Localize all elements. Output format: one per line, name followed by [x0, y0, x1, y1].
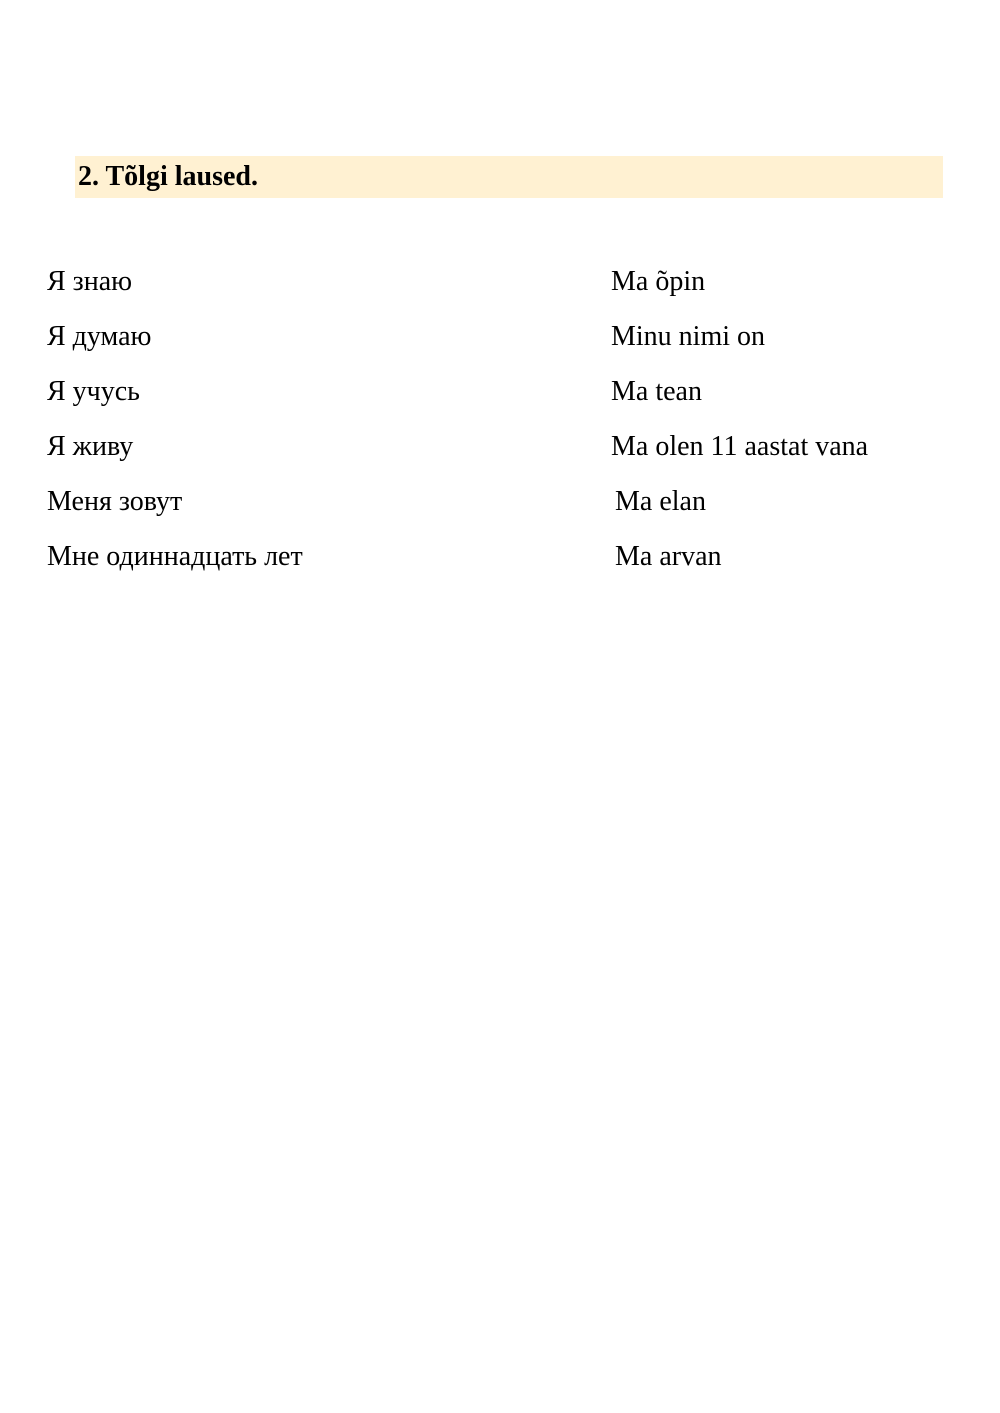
russian-phrase: Я знаю — [47, 266, 133, 297]
task-heading-highlight — [75, 156, 943, 198]
russian-phrase: Меня зовут — [47, 486, 183, 517]
estonian-phrase: Ma arvan — [615, 541, 722, 572]
russian-phrase-list — [47, 254, 303, 584]
estonian-phrase-list — [611, 254, 868, 584]
russian-phrase: Я думаю — [47, 321, 152, 352]
estonian-phrase: Ma olen 11 aastat vana — [611, 431, 869, 462]
russian-phrase: Мне одиннадцать лет — [47, 541, 303, 572]
russian-phrase: Я живу — [47, 431, 134, 462]
russian-phrase: Я учусь — [47, 376, 140, 407]
estonian-phrase: Ma õpin — [611, 266, 706, 297]
estonian-phrase: Ma tean — [611, 376, 702, 407]
task-heading: 2. Tõlgi laused. — [78, 161, 258, 192]
estonian-phrase: Minu nimi on — [611, 321, 766, 352]
estonian-phrase: Ma elan — [615, 486, 706, 517]
